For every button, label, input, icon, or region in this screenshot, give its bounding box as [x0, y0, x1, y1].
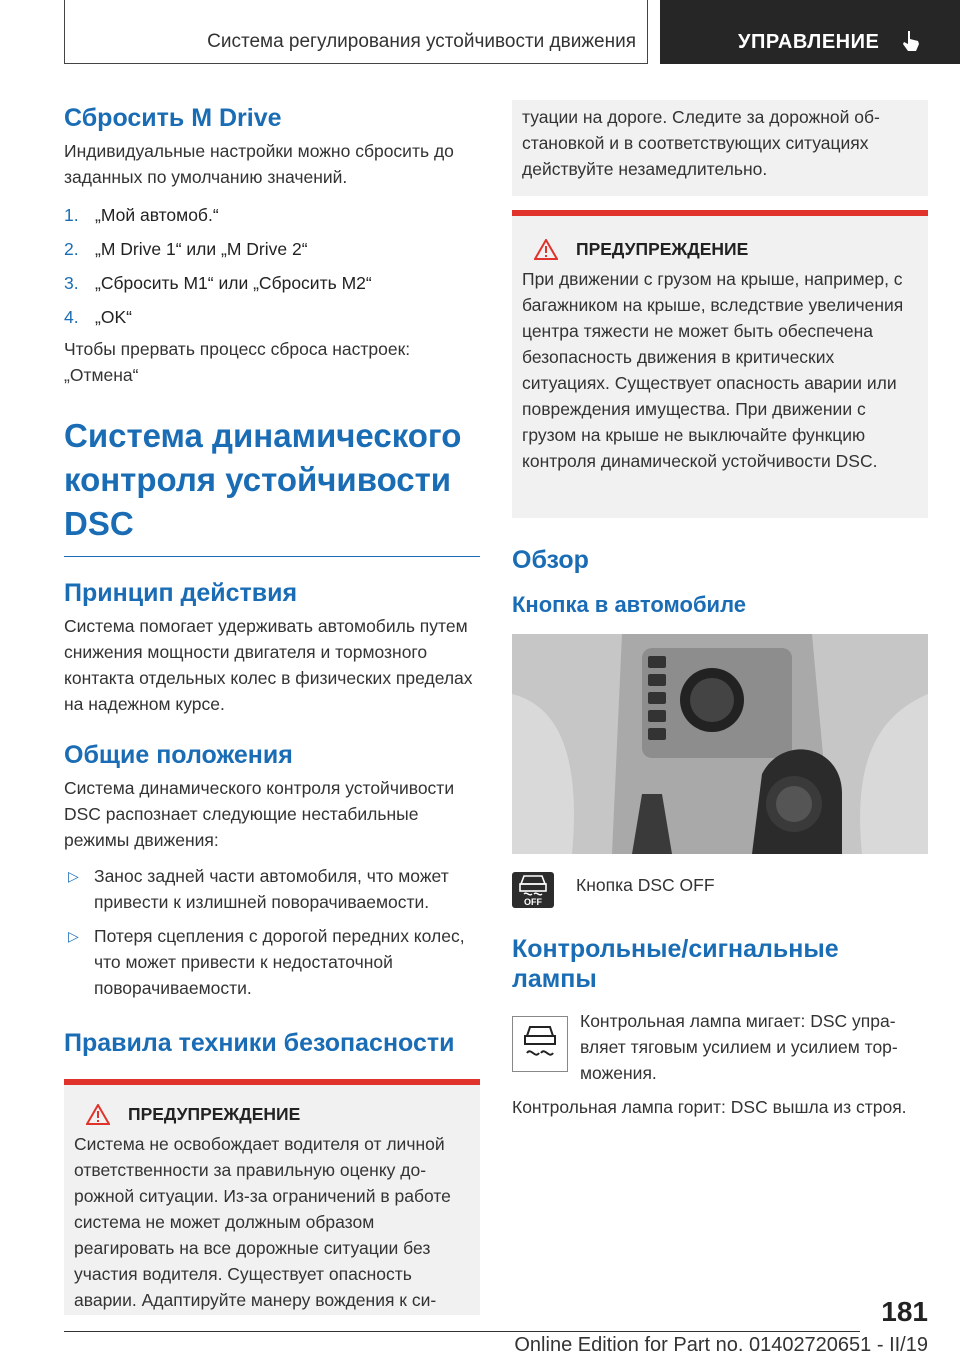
warning-text: Система не освобождает водителя от личной ответственности за правильную оценку дорожной ситуации. Из-за ограничений в работе система не может должным образом реагировать на все дорожные ситуации без участия водителя. Существует опасность аварии. Адаптируйте манеру вождения к си- [74, 1134, 451, 1310]
right-column [512, 100, 928, 1120]
header-section-label: УПРАВЛЕНИЕ [738, 31, 880, 53]
safety-heading: Правила техники безопасности [64, 1029, 455, 1057]
list-item: 1. „Мой автомоб.“ [64, 205, 219, 225]
warning-icon [86, 1104, 110, 1125]
list-item: 3. „Сбросить M1“ или „Сбросить M2“ [64, 273, 372, 293]
warning-title: ПРЕДУПРЕЖДЕНИЕ [74, 1101, 470, 1127]
general-text: Система динамического контроля устойчивости DSC распознает следующие нестабильные режимы движения: [64, 778, 455, 850]
center-console-photo [512, 634, 928, 854]
warning-box [512, 210, 928, 518]
button-heading: Кнопка в автомобиле [512, 592, 746, 617]
principle-heading: Принцип действия [64, 579, 298, 607]
dsc-lamp-icon [512, 1016, 568, 1072]
list-item: ▷ Занос задней части автомобиля, что может привести к излишней поворачиваемости. [64, 863, 480, 915]
warning-box [64, 1079, 480, 1315]
triangle-bullet-icon: ▷ [68, 868, 79, 884]
triangle-bullet-icon: ▷ [68, 928, 79, 944]
lamp-on-text: Контрольная лампа горит: DSC вышла из строя. [512, 1097, 907, 1117]
left-column [64, 100, 480, 1315]
list-item: 2. „M Drive 1“ или „M Drive 2“ [64, 239, 308, 259]
dsc-off-button-icon: OFF [512, 872, 554, 908]
footer-edition: Online Edition for Part no. 01402720651 - II/19 [514, 1334, 928, 1356]
dsc-button-caption: Кнопка DSC OFF [576, 875, 715, 895]
chapter-title: Система динамического контроля устойчивости DSC [64, 417, 462, 542]
cancel-text: Чтобы прервать процесс сброса настроек: „Отмена“ [64, 339, 411, 385]
center-console-image [512, 634, 928, 854]
lamp-blink-text: Контрольная лампа мигает: DSC управляет тяговым усилием и усилием торможения. [580, 1011, 898, 1083]
warning-box-continued [512, 100, 928, 196]
lamps-heading: Контрольные/сигнальные лампы [512, 935, 839, 993]
general-heading: Общие положения [64, 741, 293, 769]
header-title: Система регулирования устойчивости движения [207, 31, 636, 52]
dsc-button-row [512, 872, 928, 908]
page-number: 181 [881, 1296, 928, 1327]
lamp-row [512, 1008, 928, 1086]
overview-heading: Обзор [512, 546, 589, 574]
warning-text: При движении с грузом на крыше, например, с багажником на крыше, вследствие увеличения центра тяжести не может быть обеспечена безопасность движения в критических ситуациях. Существует опасность аварии или повреждения имущества. При движении с грузом на крыше не выключайте функцию контроля динамической устойчивости DSC. [522, 269, 904, 471]
warning-title: ПРЕДУПРЕЖДЕНИЕ [522, 236, 918, 262]
chapter-divider [64, 556, 480, 557]
hand-pointer-icon [900, 30, 922, 52]
reset-intro: Индивидуальные настройки можно сбросить до заданных по умолчанию значений. [64, 141, 454, 187]
header-section-tab [660, 0, 960, 64]
footer-divider [64, 1331, 860, 1332]
warning-text: туации на дороге. Следите за дорожной обстановкой и в соответствующих ситуациях действуйте незамедлительно. [522, 107, 880, 179]
warning-icon [534, 239, 558, 260]
reset-steps [64, 202, 480, 330]
reset-heading: Сбросить M Drive [64, 104, 282, 132]
list-item: 4. „OK“ [64, 307, 132, 327]
list-item: ▷ Потеря сцепления с дорогой передних колес, что может привести к недостаточной поворачиваемости. [64, 923, 480, 1001]
principle-text: Система помогает удерживать автомобиль путем снижения мощности двигателя и тормозного контакта отдельных колес в физических пределах на надежном курсе. [64, 616, 473, 714]
